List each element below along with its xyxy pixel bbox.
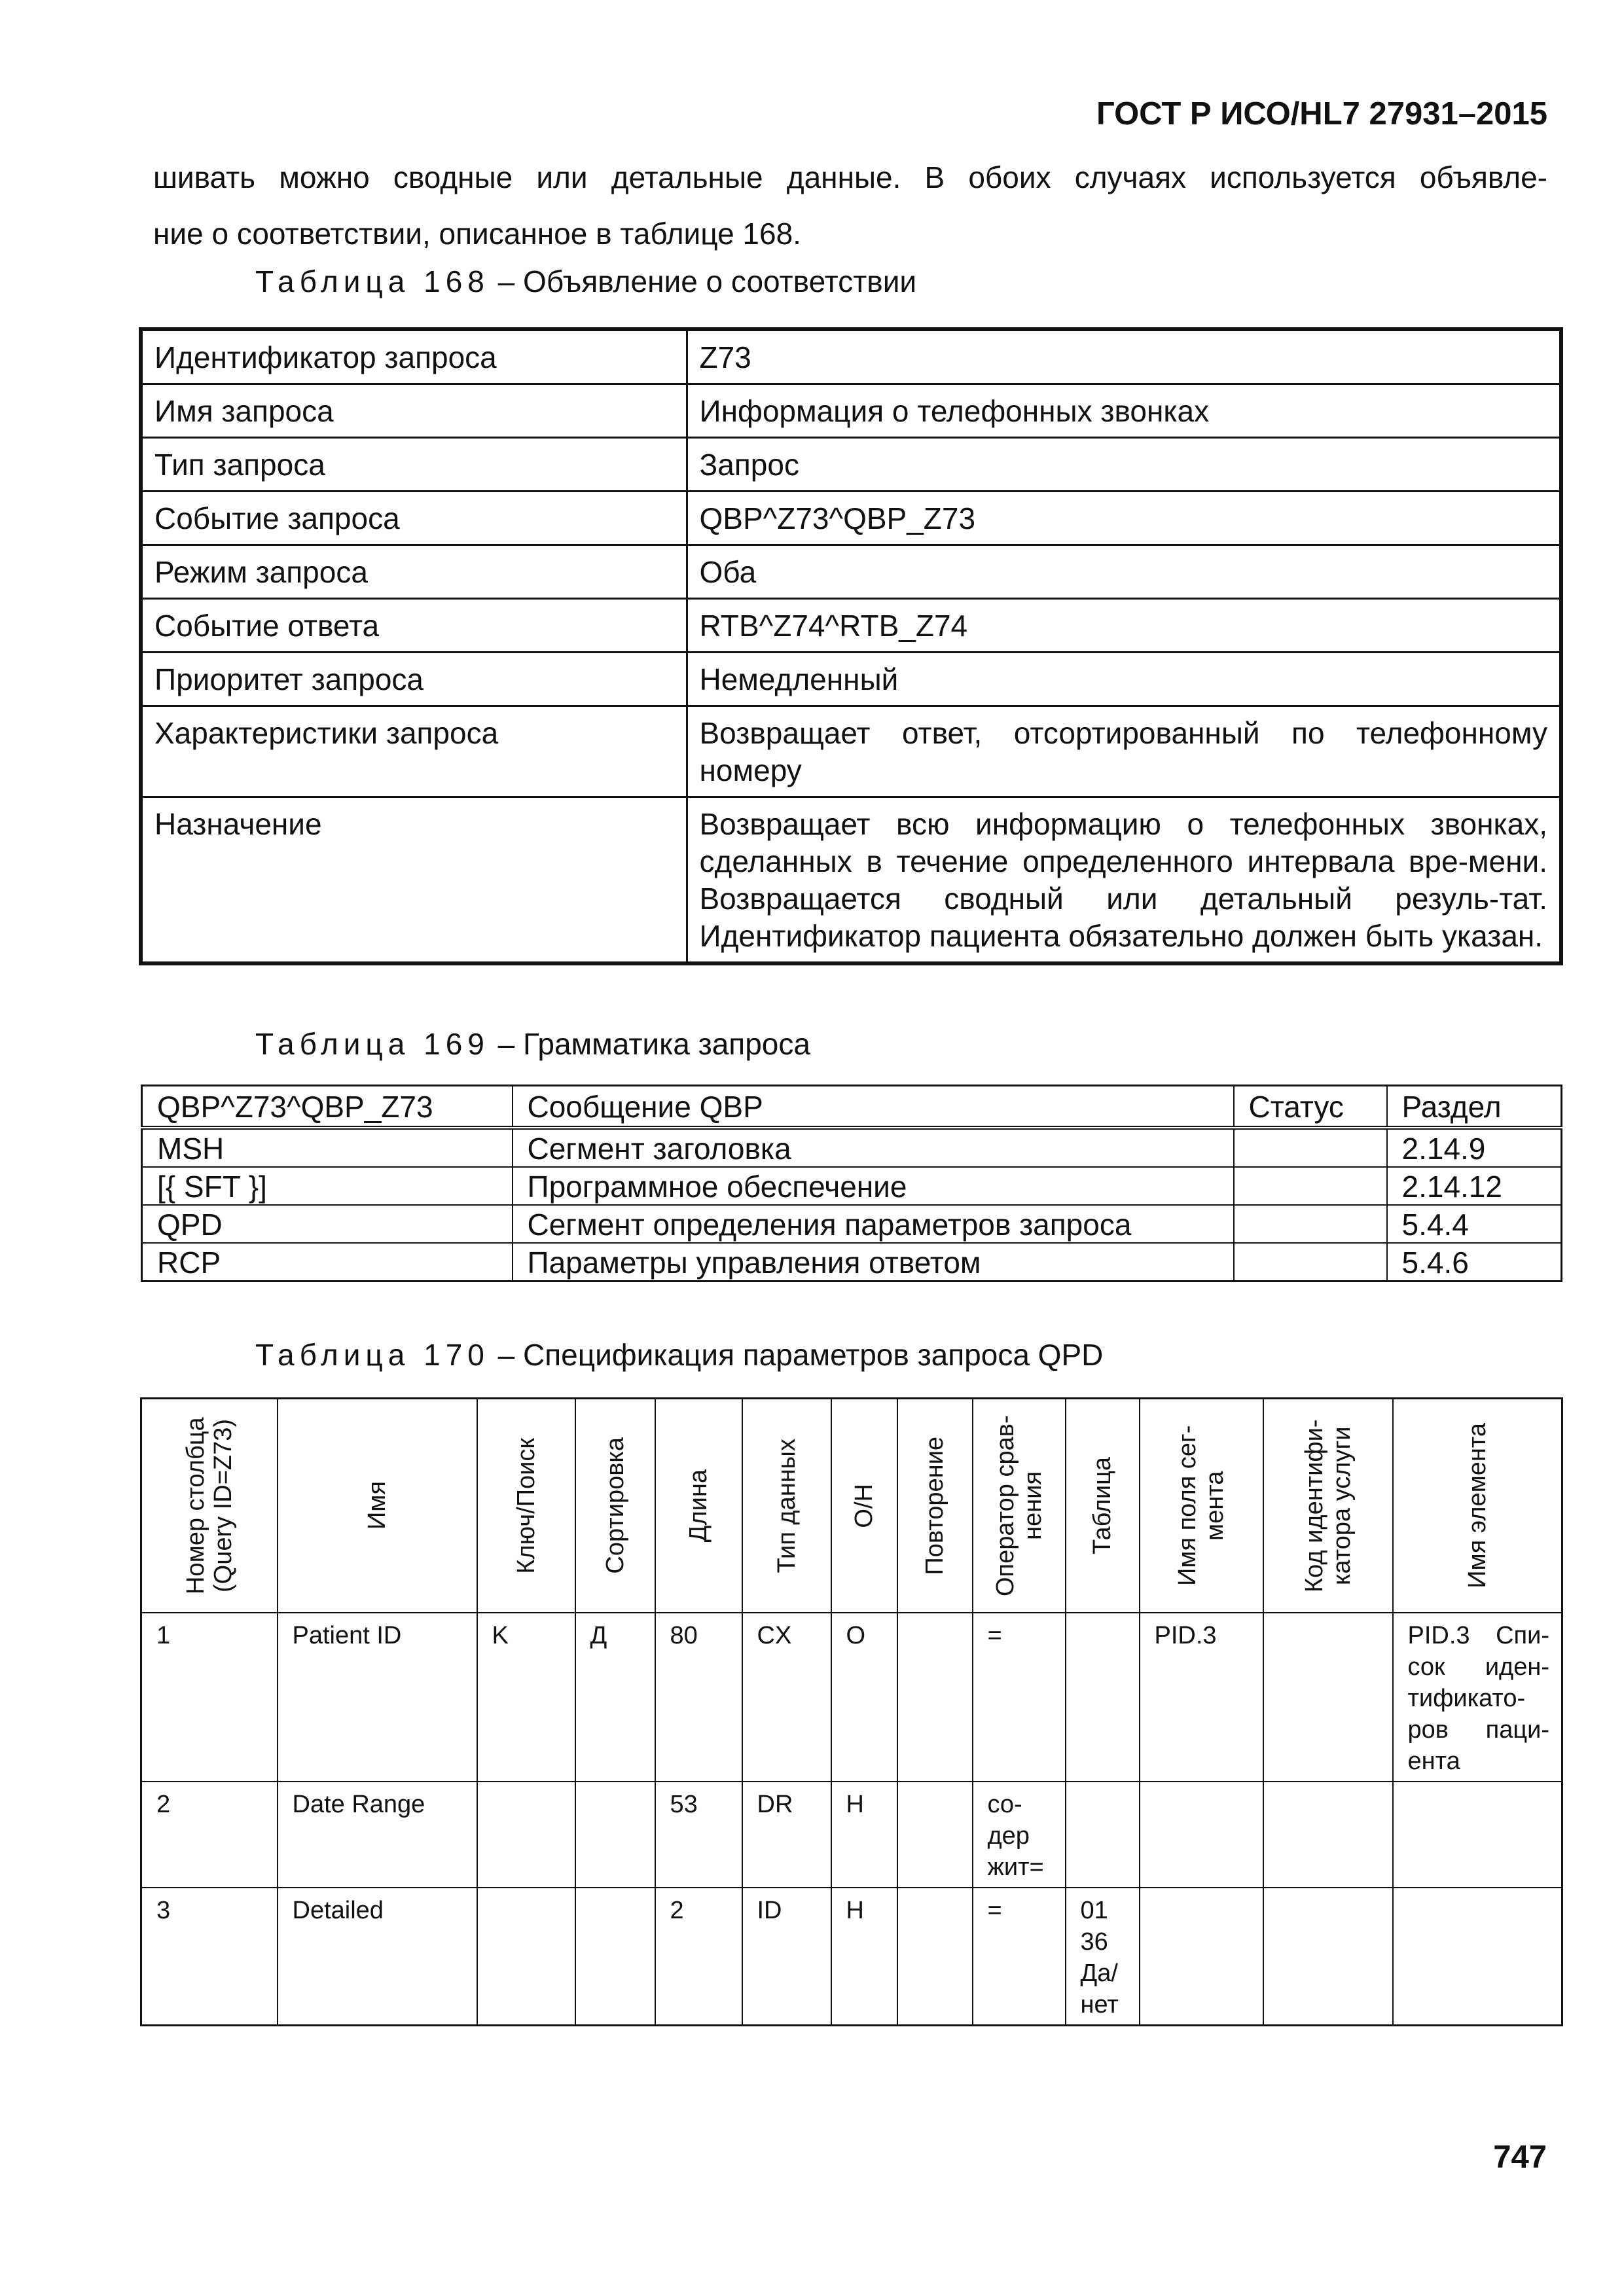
table-170-header-cell — [1393, 1399, 1562, 1613]
table-170-header-label: Длина — [685, 1469, 712, 1543]
table-170-header-cell — [655, 1399, 742, 1613]
table-170-cell: = — [973, 1888, 1066, 2026]
table-170-cell — [477, 1888, 575, 2026]
table-169-header-cell: Статус — [1234, 1086, 1387, 1128]
table-row — [142, 1128, 1562, 1167]
table-170-header-label: О/Н — [850, 1483, 878, 1528]
table-170-cell — [1263, 1888, 1393, 2026]
table-170-cell: K — [477, 1613, 575, 1782]
table-168-key-cell: Событие ответа — [141, 599, 687, 653]
table-row — [141, 1782, 1562, 1888]
table-170-header-row — [141, 1399, 1562, 1613]
intro-paragraph — [153, 149, 1547, 262]
table-168-key-cell: Событие запроса — [141, 492, 687, 545]
table-169-header-cell: QBP^Z73^QBP_Z73 — [142, 1086, 513, 1128]
table-169-cell — [1234, 1205, 1387, 1243]
table-170-qpd-parameters — [140, 1397, 1563, 2026]
table-168-key-cell: Приоритет запроса — [141, 653, 687, 706]
table-row — [141, 1888, 1562, 2026]
table-170-header-cell — [141, 1399, 278, 1613]
table-169-cell: Сегмент определения параметров запроса — [513, 1205, 1234, 1243]
table-170-cell — [1263, 1613, 1393, 1782]
table-170-header-cell — [477, 1399, 575, 1613]
table-168-key-cell: Идентификатор запроса — [141, 329, 687, 384]
table-170-cell — [1140, 1782, 1263, 1888]
table-170-cell — [477, 1782, 575, 1888]
table-170-cell: 2 — [655, 1888, 742, 2026]
table-170-header-label: Имя — [363, 1481, 391, 1530]
table-170-cell — [1393, 1888, 1562, 2026]
table-168-caption — [255, 264, 916, 299]
table-169-cell — [1234, 1128, 1387, 1167]
table-170-cell: CX — [742, 1613, 831, 1782]
table-170-cell: Н — [831, 1782, 897, 1888]
table-170-cell: Detailed — [278, 1888, 477, 2026]
table-169-caption — [255, 1026, 810, 1062]
table-170-cell: Date Range — [278, 1782, 477, 1888]
table-168-key-cell: Имя запроса — [141, 384, 687, 438]
table-170-cell: PID.3 — [1140, 1613, 1263, 1782]
table-169-cell — [1234, 1243, 1387, 1282]
table-170-header-label: Тип данных — [772, 1438, 801, 1573]
table-row — [142, 1167, 1562, 1205]
table-170-cell — [1140, 1888, 1263, 2026]
table-170-header-cell — [831, 1399, 897, 1613]
table-170-cell: PID.3 Спи-сок иден-тификато-ров паци-ента — [1393, 1613, 1562, 1782]
table-170-cell: Patient ID — [278, 1613, 477, 1782]
table-170-header-label: Код идентифи-катора услуги — [1300, 1419, 1356, 1592]
table-168-value-cell: QBP^Z73^QBP_Z73 — [687, 492, 1561, 545]
table-169-cell: MSH — [142, 1128, 513, 1167]
table-170-header-label: Ключ/Поиск — [512, 1437, 540, 1574]
table-row — [141, 438, 1561, 492]
table-170-header-cell — [278, 1399, 477, 1613]
table-170-header-label: Таблица — [1089, 1457, 1116, 1554]
table-168-key-cell: Назначение — [141, 797, 687, 964]
table-170-cell — [575, 1782, 655, 1888]
table-168-key-cell: Тип запроса — [141, 438, 687, 492]
table-169-caption-label: Таблица 169 — [255, 1027, 490, 1061]
table-170-cell: 3 — [141, 1888, 278, 2026]
table-row — [142, 1243, 1562, 1282]
table-169-cell: 5.4.6 — [1387, 1243, 1562, 1282]
table-169-cell: Программное обеспечение — [513, 1167, 1234, 1205]
table-168-key-cell: Характеристики запроса — [141, 706, 687, 797]
table-row — [141, 545, 1561, 599]
table-170-cell — [1066, 1782, 1140, 1888]
table-170-cell: 80 — [655, 1613, 742, 1782]
table-170-cell — [897, 1782, 973, 1888]
table-170-header-label: Оператор срав-нения — [991, 1415, 1047, 1596]
table-170-header-label: Имя элемента — [1463, 1423, 1491, 1588]
table-170-cell: Н — [831, 1888, 897, 2026]
table-170-caption — [255, 1337, 1103, 1372]
intro-line-2: ние о соответствии, описанное в таблице 168. — [153, 217, 801, 251]
table-170-header-label: Повторение — [921, 1436, 948, 1575]
table-168-value-cell: RTB^Z74^RTB_Z74 — [687, 599, 1561, 653]
table-168-value-cell: Оба — [687, 545, 1561, 599]
table-169-cell: RCP — [142, 1243, 513, 1282]
table-170-header-label: Номер столбца (Query ID=Z73) — [181, 1417, 237, 1594]
table-169-header-cell: Сообщение QBP — [513, 1086, 1234, 1128]
table-168-caption-label: Таблица 168 — [255, 264, 490, 298]
table-169-caption-title: – Грамматика запроса — [497, 1027, 810, 1061]
table-169-cell — [1234, 1167, 1387, 1205]
table-169-header-row — [142, 1086, 1562, 1128]
table-170-caption-label: Таблица 170 — [255, 1338, 490, 1372]
table-row — [141, 492, 1561, 545]
table-170-header-label: Сортировка — [601, 1437, 629, 1574]
table-170-header-cell — [742, 1399, 831, 1613]
table-170-header-cell — [575, 1399, 655, 1613]
table-170-header-cell — [1140, 1399, 1263, 1613]
table-row — [141, 653, 1561, 706]
table-168-key-cell: Режим запроса — [141, 545, 687, 599]
table-169-cell: [{ SFT }] — [142, 1167, 513, 1205]
table-169-cell: 2.14.12 — [1387, 1167, 1562, 1205]
table-168-value-cell: Запрос — [687, 438, 1561, 492]
table-170-cell: ID — [742, 1888, 831, 2026]
table-row — [141, 599, 1561, 653]
page-number: 747 — [1493, 2140, 1547, 2175]
table-168-value-cell: Возвращает всю информацию о телефонных звонках, сделанных в течение определенного интервала вре-мени. Возвращается сводный или детальный резуль-тат. Идентификатор пациента обязательно должен быть указан. — [687, 797, 1561, 964]
table-168-value-cell: Возвращает ответ, отсортированный по телефонному номеру — [687, 706, 1561, 797]
table-170-header-cell — [973, 1399, 1066, 1613]
table-169-query-grammar — [141, 1085, 1562, 1282]
table-169-cell: 2.14.9 — [1387, 1128, 1562, 1167]
table-170-header-cell — [897, 1399, 973, 1613]
document-code: ГОСТ Р ИСО/HL7 27931–2015 — [1096, 96, 1547, 132]
table-row — [142, 1205, 1562, 1243]
table-170-cell — [575, 1888, 655, 2026]
table-170-header-cell — [1066, 1399, 1140, 1613]
table-170-cell — [1263, 1782, 1393, 1888]
table-169-cell: Сегмент заголовка — [513, 1128, 1234, 1167]
table-row — [141, 1613, 1562, 1782]
table-170-cell: 01 36 Да/ нет — [1066, 1888, 1140, 2026]
table-168-conformance-statement — [139, 327, 1563, 965]
intro-line-1: шивать можно сводные или детальные данные. В обоих случаях используется объявле- — [153, 160, 1547, 194]
table-170-cell: 53 — [655, 1782, 742, 1888]
table-170-cell — [1066, 1613, 1140, 1782]
table-170-cell: со-дер жит= — [973, 1782, 1066, 1888]
table-170-cell: DR — [742, 1782, 831, 1888]
table-170-cell: 1 — [141, 1613, 278, 1782]
table-169-cell: QPD — [142, 1205, 513, 1243]
table-170-cell — [897, 1888, 973, 2026]
table-170-cell: Д — [575, 1613, 655, 1782]
table-168-value-cell: Информация о телефонных звонках — [687, 384, 1561, 438]
table-168-caption-title: – Объявление о соответствии — [497, 264, 917, 298]
table-row — [141, 706, 1561, 797]
table-170-cell — [897, 1613, 973, 1782]
table-170-header-label: Имя поля сег-мента — [1174, 1425, 1229, 1587]
table-170-header-cell — [1263, 1399, 1393, 1613]
table-row — [141, 384, 1561, 438]
table-170-cell: 2 — [141, 1782, 278, 1888]
table-170-cell: O — [831, 1613, 897, 1782]
table-168-value-cell: Немедленный — [687, 653, 1561, 706]
table-170-cell — [1393, 1782, 1562, 1888]
table-row — [141, 329, 1561, 384]
table-170-cell: = — [973, 1613, 1066, 1782]
table-row — [141, 797, 1561, 964]
table-169-cell: 5.4.4 — [1387, 1205, 1562, 1243]
table-169-header-cell: Раздел — [1387, 1086, 1562, 1128]
table-168-value-cell: Z73 — [687, 329, 1561, 384]
table-170-caption-title: – Спецификация параметров запроса QPD — [497, 1338, 1104, 1372]
table-169-cell: Параметры управления ответом — [513, 1243, 1234, 1282]
